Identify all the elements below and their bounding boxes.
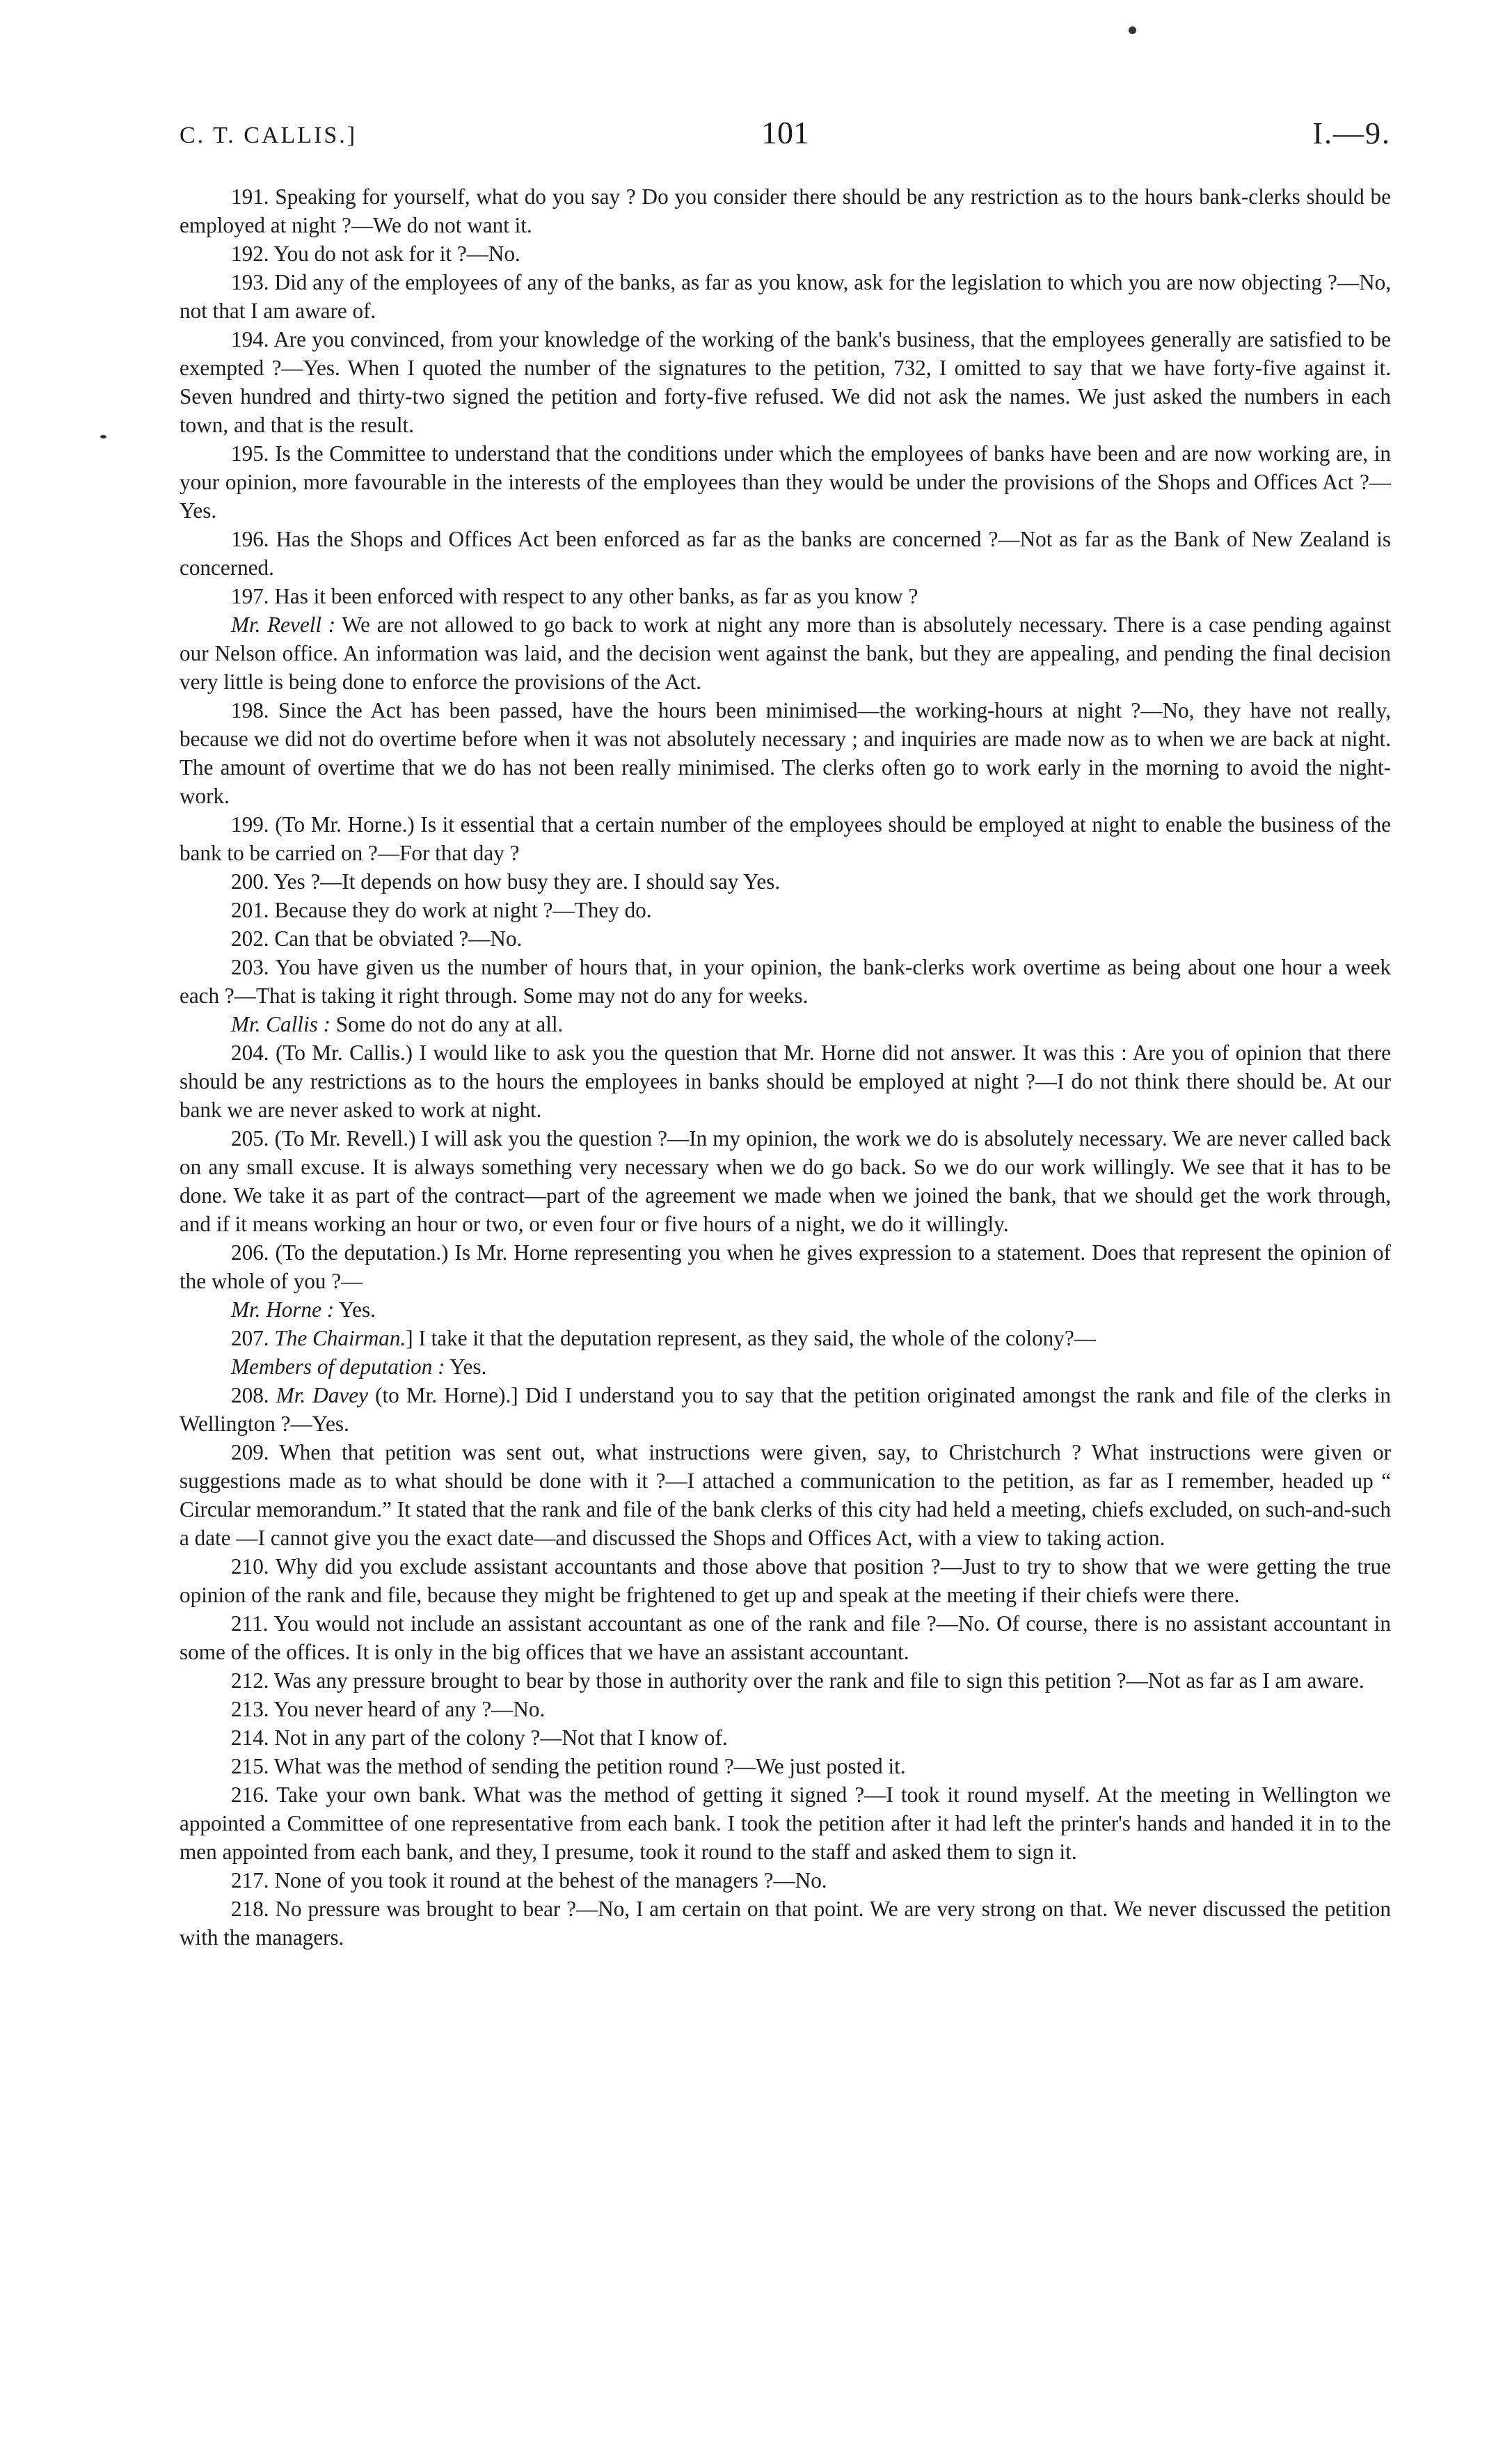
document-body xyxy=(180,182,1391,1952)
paragraph-text: 194. Are you convinced, from your knowledge of the working of the bank's business, that the employees generally are satisfied to be exempted ?—Yes. When I quoted the number of the signatures to the petition, 732, I omitted to say that we have forty-five against it. Seven hundred and thirty-two signed the petition and forty-five refused. We did not ask the names. We just asked the numbers in each town, and that is the result. xyxy=(180,327,1391,437)
paragraph xyxy=(180,1010,1391,1038)
paragraph xyxy=(180,1381,1391,1438)
ink-speck xyxy=(1129,26,1136,34)
paragraph xyxy=(180,1238,1391,1295)
paragraph-text: 196. Has the Shops and Offices Act been enforced as far as the banks are concerned ?—Not as far as the Bank of New Zealand is concerned. xyxy=(180,527,1391,580)
paragraph xyxy=(180,896,1391,924)
paragraph xyxy=(180,182,1391,239)
paragraph-text: 207. xyxy=(231,1326,275,1350)
paragraph xyxy=(180,867,1391,896)
paragraph-text: 203. You have given us the number of hours that, in your opinion, the bank-clerks work overtime as being about one hour a week each ?—That is taking it right through. Some may not do any for weeks. xyxy=(180,955,1391,1008)
paragraph-text: Yes. xyxy=(334,1297,376,1322)
paragraph-text: 197. Has it been enforced with respect to any other banks, as far as you know ? xyxy=(231,584,918,608)
paragraph-text: 206. (To the deputation.) Is Mr. Horne representing you when he gives expression to a statement. Does that represent the opinion of the whole of you ?— xyxy=(180,1240,1391,1293)
paragraph xyxy=(180,1866,1391,1895)
ink-speck xyxy=(100,435,106,438)
paragraph-text: 192. You do not ask for it ?—No. xyxy=(231,242,520,266)
paragraph-text: Some do not do any at all. xyxy=(330,1012,564,1036)
paragraph-text: Yes. xyxy=(445,1354,487,1379)
paragraph-text: (to Mr. Horne).] Did I understand you to say that the petition originated amongst the rank and file of the clerks in Wellington ?—Yes. xyxy=(180,1383,1391,1436)
paragraph xyxy=(180,696,1391,810)
paragraph-text: 200. Yes ?—It depends on how busy they are. I should say Yes. xyxy=(231,869,781,894)
paragraph-text: 198. Since the Act has been passed, have the hours been minimised—the working-hours at night ?—No, they have not really, because we did not do overtime before when it was not absolutely necessary ; and inquiries are made now as to when we are back at night. The amount of overtime that we do has not been really minimised. The clerks often go to work early in the morning to avoid the night-work. xyxy=(180,698,1391,808)
paragraph xyxy=(180,953,1391,1010)
paper-reference: I.—9. xyxy=(1312,116,1391,150)
paragraph-text: 208. xyxy=(231,1383,276,1407)
paragraph-text: ] I take it that the deputation represent, as they said, the whole of the colony?— xyxy=(406,1326,1096,1350)
paragraph-text: 211. You would not include an assistant accountant as one of the rank and file ?—No. Of course, there is no assistant accountant in some of the offices. It is only in the big offices that we have an assistant accountant. xyxy=(180,1611,1391,1664)
paragraph xyxy=(180,1295,1391,1324)
paragraph xyxy=(180,268,1391,325)
paragraph-text: 213. You never heard of any ?—No. xyxy=(231,1697,546,1721)
paragraph-text: 199. (To Mr. Horne.) Is it essential that a certain number of the employees should be employed at night to enable the business of the bank to be carried on ?—For that day ? xyxy=(180,812,1391,865)
paragraph xyxy=(180,1666,1391,1695)
paragraph-text: 215. What was the method of sending the petition round ?—We just posted it. xyxy=(231,1754,906,1778)
paragraph-text: 193. Did any of the employees of any of the banks, as far as you know, ask for the legislation to which you are now objecting ?—No, not that I am aware of. xyxy=(180,270,1391,323)
paragraph xyxy=(180,239,1391,268)
paragraph xyxy=(180,1552,1391,1609)
paragraph-text: 216. Take your own bank. What was the method of getting it signed ?—I took it round myself. At the meeting in Wellington we appointed a Committee of one representative from each bank. I took the petition after it had left the printer's hands and handed it in to the men appointed from each bank, and they, I presume, took it round to the staff and asked them to sign it. xyxy=(180,1783,1391,1864)
paragraph xyxy=(180,924,1391,953)
paragraph-text: 205. (To Mr. Revell.) I will ask you the question ?—In my opinion, the work we do is absolutely necessary. We are never called back on any small excuse. It is always something very necessary when we do go back. So we do our work willingly. We see that it has to be done. We take it as part of the contract—part of the agreement we made when we joined the bank, that we should get the work through, and if it means working an hour or two, or even four or five hours of a night, we do it willingly. xyxy=(180,1126,1391,1236)
paragraph-text: 217. None of you took it round at the behest of the managers ?—No. xyxy=(231,1868,827,1892)
paragraph xyxy=(180,582,1391,610)
paragraph xyxy=(180,610,1391,696)
paragraph xyxy=(180,1895,1391,1952)
paragraph xyxy=(180,525,1391,582)
paragraph xyxy=(180,1695,1391,1723)
paragraph xyxy=(180,1038,1391,1124)
paragraph-text: 218. No pressure was brought to bear ?—No, I am certain on that point. We are very strong on that. We never discussed the petition with the managers. xyxy=(180,1897,1391,1950)
paragraph-text: 214. Not in any part of the colony ?—Not that I know of. xyxy=(231,1725,728,1750)
paragraph-text: 204. (To Mr. Callis.) I would like to ask you the question that Mr. Horne did not answer. It was this : Are you of opinion that there should be any restrictions as to the hours the employees in banks should be employed at night ?—I do not think there should be. At our bank we are never asked to work at night. xyxy=(180,1041,1391,1122)
paragraph xyxy=(180,1438,1391,1552)
paragraph xyxy=(180,1124,1391,1238)
paragraph-text: 195. Is the Committee to understand that the conditions under which the employees of banks have been and are now working are, in your opinion, more favourable in the interests of the employees than they would be under the provisions of the Shops and Offices Act ?—Yes. xyxy=(180,441,1391,523)
speaker-label: Mr. Horne : xyxy=(231,1297,335,1322)
speaker-label: Members of deputation : xyxy=(231,1354,445,1379)
paragraph-text: 202. Can that be obviated ?—No. xyxy=(231,926,523,951)
paragraph xyxy=(180,325,1391,439)
paragraph-text: 209. When that petition was sent out, what instructions were given, say, to Christchurch ? What instructions were given or suggestions made as to what should be done with it ?—I attached a communication to the petition, as far as I remember, headed up “ Circular memorandum.” It stated that the rank and file of the bank clerks of this city had held a meeting, chiefs excluded, on such-and-such a date —I cannot give you the exact date—and discussed the Shops and Offices Act, with a view to taking action. xyxy=(180,1440,1391,1550)
paragraph xyxy=(180,1324,1391,1352)
paragraph xyxy=(180,439,1391,525)
speaker-label: Mr. Revell : xyxy=(231,612,336,637)
speaker-label: Mr. Davey xyxy=(276,1383,368,1407)
speaker-label: Mr. Callis : xyxy=(231,1012,331,1036)
paragraph xyxy=(180,1780,1391,1866)
paragraph xyxy=(180,1723,1391,1752)
paragraph-text: 201. Because they do work at night ?—They do. xyxy=(231,898,652,922)
paragraph xyxy=(180,1752,1391,1780)
paragraph-text: We are not allowed to go back to work at night any more than is absolutely necessary. There is a case pending against our Nelson office. An information was laid, and the decision went against the bank, but they are appealing, and pending the final decision very little is being done to enforce the provisions of the Act. xyxy=(180,612,1392,694)
paragraph-text: 191. Speaking for yourself, what do you say ? Do you consider there should be any restriction as to the hours bank-clerks should be employed at night ?—We do not want it. xyxy=(180,184,1391,237)
header-author: C. T. CALLIS.] xyxy=(180,122,358,148)
page-header xyxy=(180,113,1391,161)
paragraph-text: 210. Why did you exclude assistant accountants and those above that position ?—Just to try to show that we were getting the true opinion of the rank and file, because they might be frightened to get up and speak at the meeting if their chiefs were there. xyxy=(180,1554,1391,1607)
page-number: 101 xyxy=(761,115,809,150)
paragraph xyxy=(180,1352,1391,1381)
paragraph xyxy=(180,1609,1391,1666)
speaker-label: The Chairman. xyxy=(274,1326,406,1350)
paragraph xyxy=(180,810,1391,867)
paragraph-text: 212. Was any pressure brought to bear by those in authority over the rank and file to sign this petition ?—Not as far as I am aware. xyxy=(231,1668,1364,1693)
